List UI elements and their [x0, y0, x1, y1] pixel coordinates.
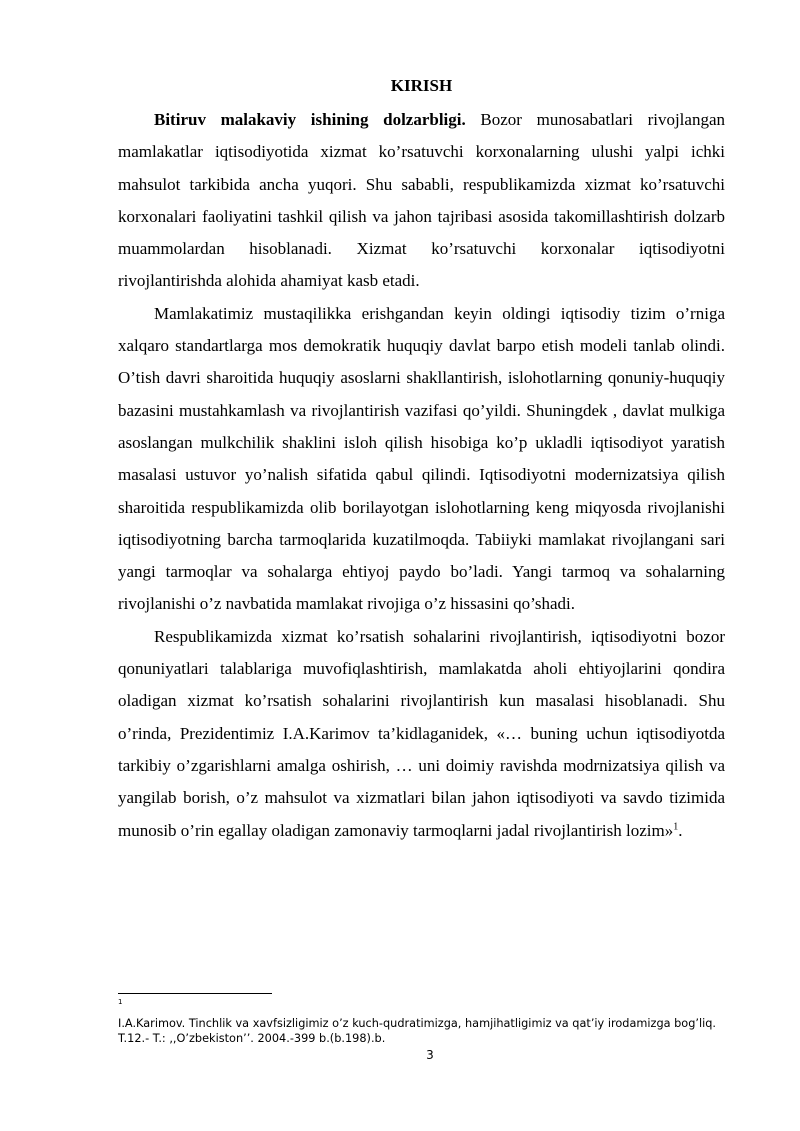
- body-text: [118, 104, 725, 847]
- paragraph-independence: [118, 298, 725, 621]
- footnote-text: I.A.Karimov. Tinchlik va xavfsizligimiz o’z kuch-qudratimizga, hamjihatligimiz va qat’iy irodamizga bog’liq. T.12.- T.: ,,O’zbekiston’’. 2004.-399 b.(b.198).b.: [118, 1017, 717, 1045]
- footnote-reference[interactable]: 1: [673, 820, 679, 832]
- paragraph-text: Bozor munosabatlari rivojlangan mamlakatlar iqtisodiyotida xizmat ko’rsatuvchi korxonalarning ulushi yalpi ichki mahsulot tarkibida ancha yuqori. Shu sababli, respublikamizda xizmat ko’rsatuvchi korxonalari faoliyatini tashkil qilish va jahon tajribasi asosida takomillashtirish dolzarb muammolardan hisoblanadi. Xizmat ko’rsatuvchi korxonalar iqtisodiyotni rivojlantirishda alohida ahamiyat kasb etadi.: [118, 110, 725, 291]
- page-number: 3: [426, 1048, 434, 1062]
- footnote-mark: 1: [118, 998, 123, 1006]
- footnote-separator: [118, 993, 272, 994]
- paragraph-relevance: [118, 104, 725, 298]
- paragraph-text: Mamlakatimiz mustaqilikka erishgandan keyin oldingi iqtisodiy tizim o’rniga xalqaro standartlarga mos demokratik huquqiy davlat barpo etish modeli tanlab olindi. O’tish davri sharoitida huquqiy asoslarni shakllantirish, islohotlarning qonuniy-huquqiy bazasini mustahkamlash va rivojlantirish vazifasi qo’yildi. Shuningdek , davlat mulkiga asoslangan mulkchilik shaklini isloh qilish hisobiga ko’p ukladli iqtisodiyot yaratish masalasi ustuvor yo’nalish sifatida qabul qilindi. Iqtisodiyotni modernizatsiya qilish sharoitida respublikamizda olib borilayotgan islohotlarning keng miqyosda rivojlanishi iqtisodiyotning barcha tarmoqlarida kuzatilmoqda. Tabiiyki mamlakat rivojlangani sari yangi tarmoqlar va sohalarga ehtiyoj paydo bo’ladi. Yangi tarmoq va sohalarning rivojlanishi o’z navbatida mamlakat rivojiga o’z hissasini qo’shadi.: [118, 303, 725, 614]
- paragraph-text: Respublikamizda xizmat ko’rsatish sohalarini rivojlantirish, iqtisodiyotni bozor qonuniyatlari talablariga muvofiqlashtirish, mamlakatda aholi ehtiyojlarini qondira oladigan xizmat ko’rsatish sohalarini rivojlantirish kun masalasi hisoblanadi. Shu o’rinda, Prezidentimiz I.A.Karimov ta’kidlaganidek, «… buning uchun iqtisodiyotda tarkibiy o’zgarishlarni amalga oshirish, … uni doimiy ravishda modrnizatsiya qilish va yangilab borish, o’z mahsulot va xizmatlari bilan jahon iqtisodiyoti va savdo tizimida munosib o’rin egallay oladigan zamonaviy tarmoqlarni jadal rivojlantirish lozim»: [118, 626, 725, 840]
- section-heading: KIRISH: [390, 76, 453, 95]
- paragraph-lead: Bitiruv malakaviy ishining dolzarbligi.: [154, 110, 466, 129]
- paragraph-services: [118, 621, 725, 847]
- paragraph-tail: .: [678, 820, 683, 840]
